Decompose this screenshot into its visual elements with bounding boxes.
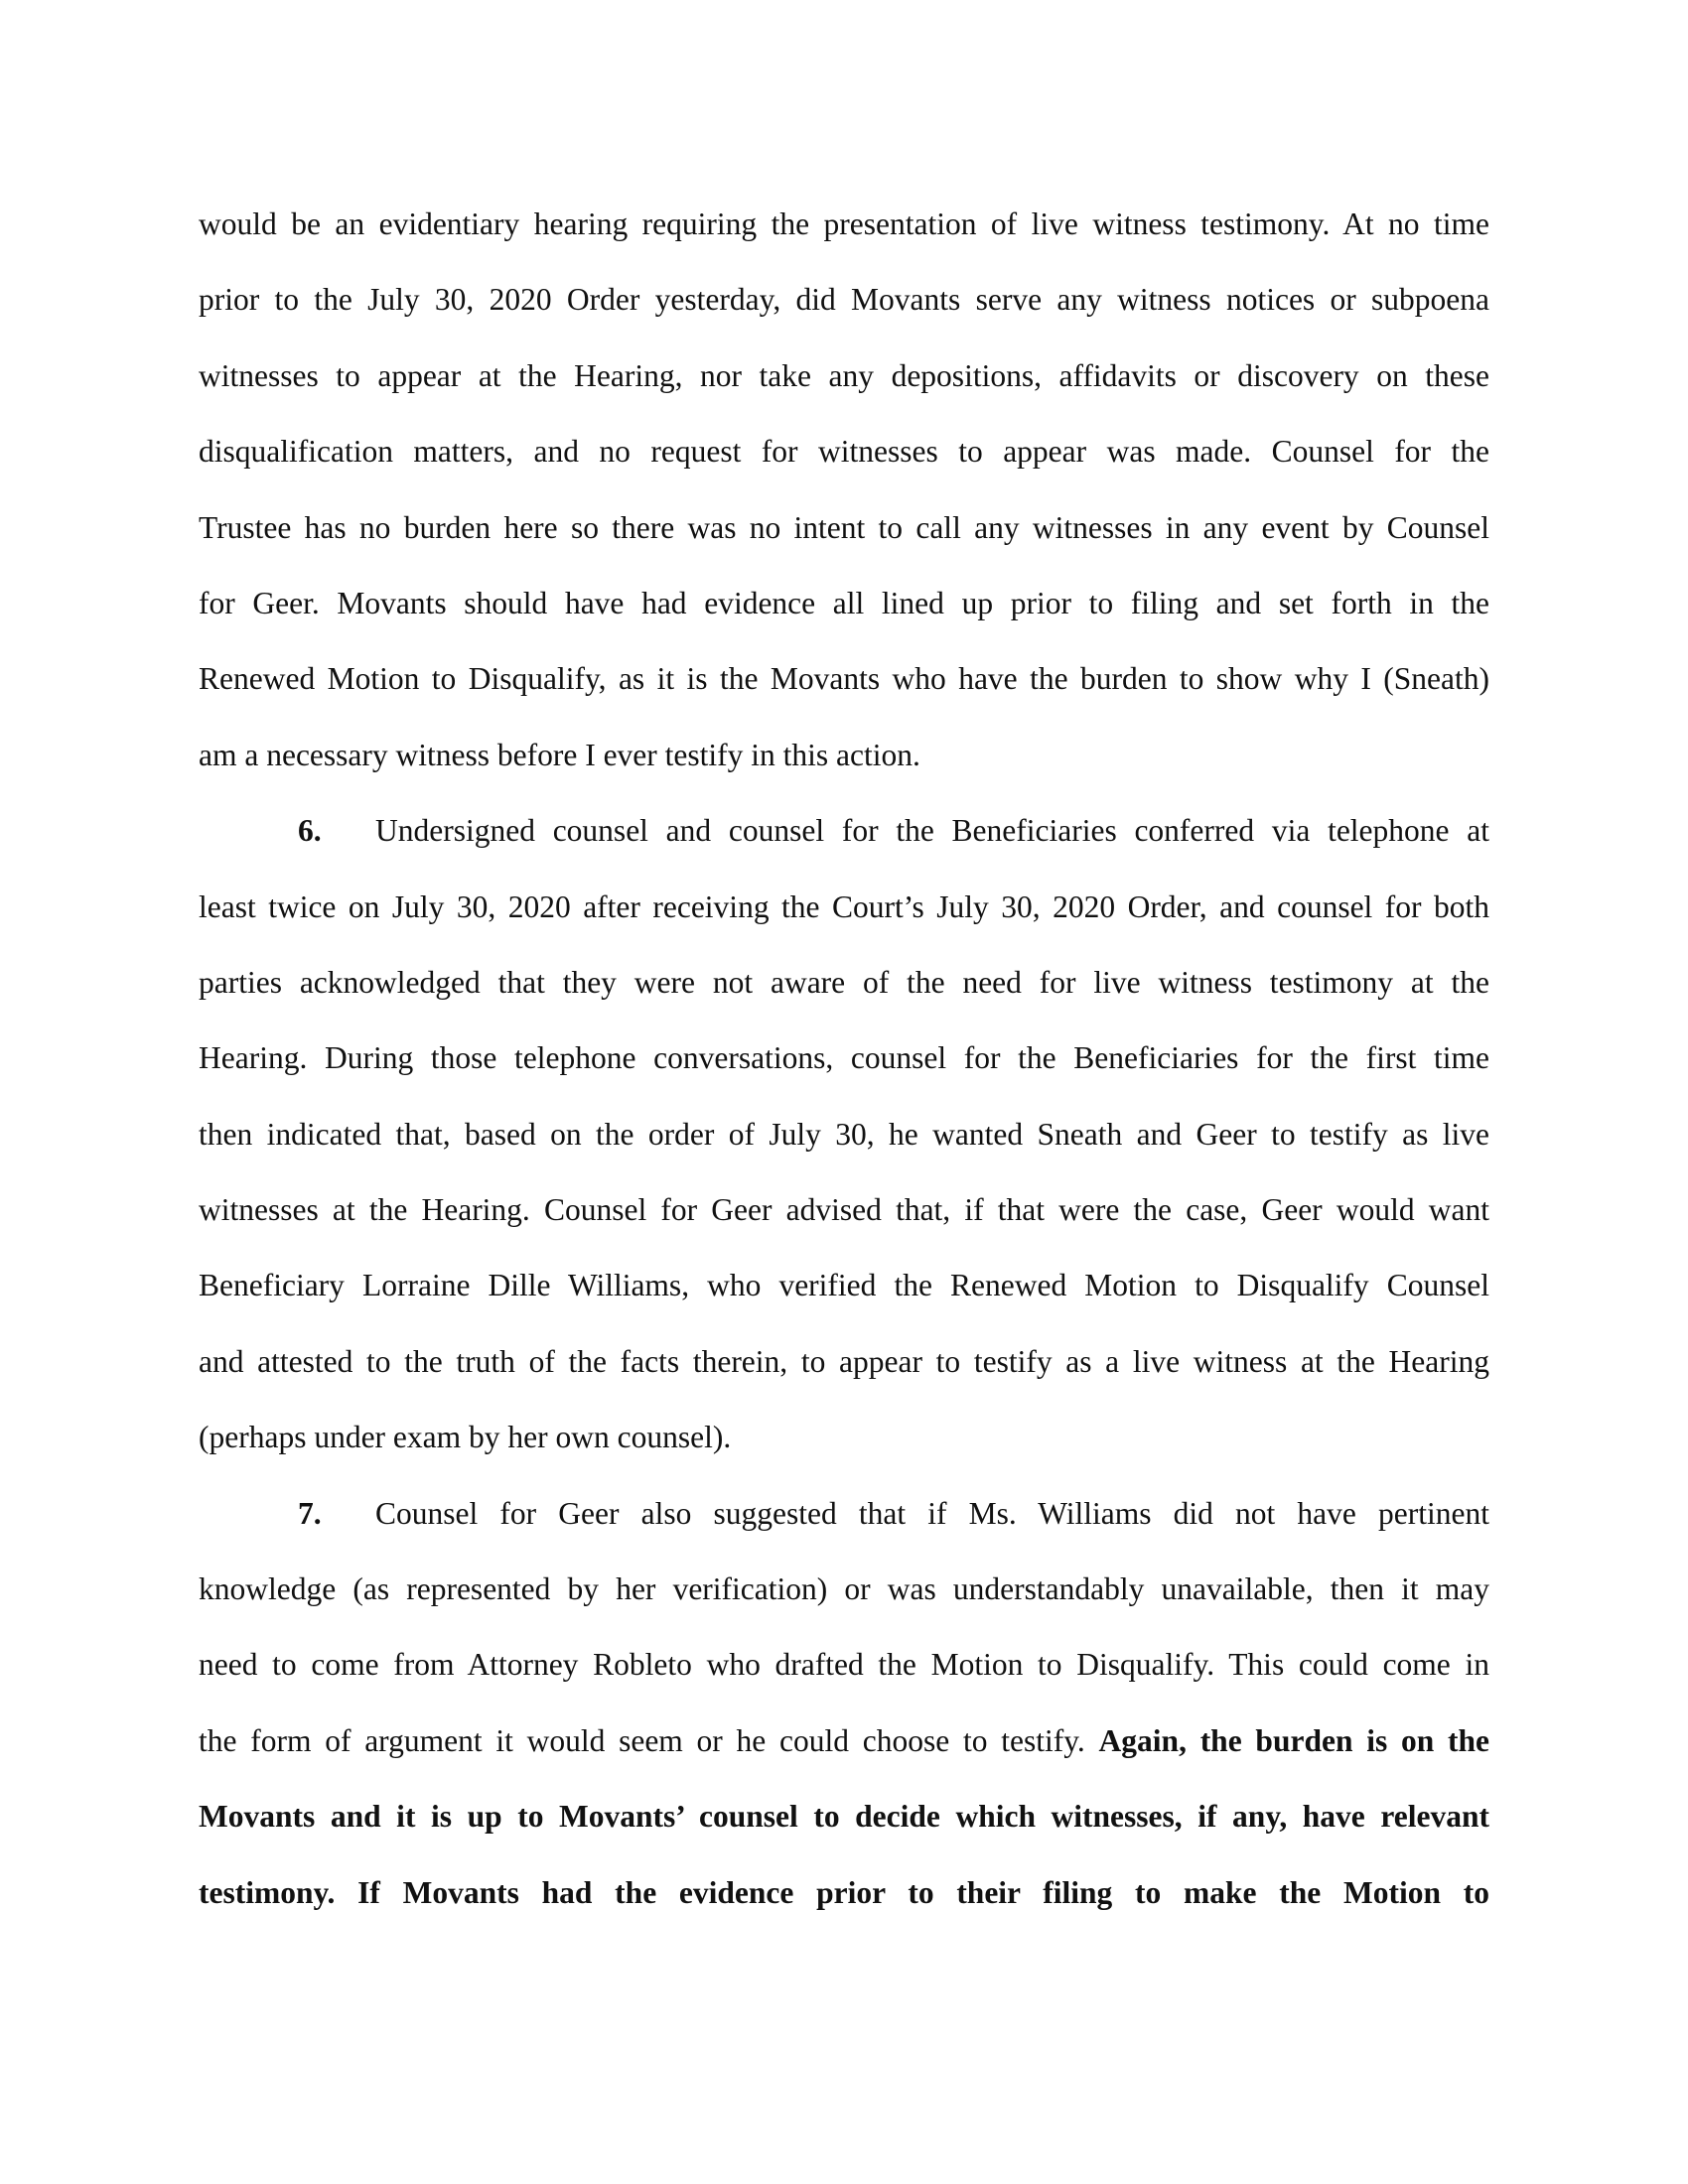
text-line: for Geer. Movants should have had evidence all lined up prior to filing and set forth in the [199,585,1489,620]
bold-text-line: Movants and it is up to Movants’ counsel to decide which witnesses, if any, have relevant [199,1799,1489,1835]
text-line: am a necessary witness before I ever testify in this action. [199,737,920,772]
text-line: witnesses at the Hearing. Counsel for Geer advised that, if that were the case, Geer would want [199,1192,1489,1228]
paragraph-number: 6. [298,813,322,849]
text-line: knowledge (as represented by her verification) or was understandably unavailable, then it may [199,1571,1489,1607]
bold-text: Again, the burden is on the [1098,1722,1489,1758]
text-line: parties acknowledged that they were not aware of the need for live witness testimony at the [199,964,1489,1000]
text-line: then indicated that, based on the order of July 30, he wanted Sneath and Geer to testify as live [199,1116,1489,1152]
text-line: disqualification matters, and no request for witnesses to appear was made. Counsel for the [199,434,1489,470]
body-text [199,187,1489,1931]
paragraph-text: Counsel for Geer also suggested that if Ms. Williams did not have pertinent [375,1495,1489,1531]
paragraph-text: Undersigned counsel and counsel for the Beneficiaries conferred via telephone at [375,813,1489,849]
mixed-text-line [199,1704,1489,1779]
text-line: Renewed Motion to Disqualify, as it is the Movants who have the burden to show why I (Sneath) [199,661,1489,697]
text-line: Beneficiary Lorraine Dille Williams, who verified the Renewed Motion to Disqualify Counsel [199,1268,1489,1303]
text-line: witnesses to appear at the Hearing, nor take any depositions, affidavits or discovery on these [199,357,1489,393]
plain-text: the form of argument it would seem or he could choose to testify. [199,1722,1099,1758]
text-line: would be an evidentiary hearing requiring the presentation of live witness testimony. At no time [199,206,1489,241]
text-line: need to come from Attorney Robleto who drafted the Motion to Disqualify. This could come in [199,1647,1489,1683]
text-line: least twice on July 30, 2020 after receiving the Court’s July 30, 2020 Order, and counsel for both [199,888,1489,924]
text-line: Trustee has no burden here so there was no intent to call any witnesses in any event by Counsel [199,509,1489,545]
text-line: prior to the July 30, 2020 Order yesterday, did Movants serve any witness notices or subpoena [199,282,1489,318]
text-line: and attested to the truth of the facts therein, to appear to testify as a live witness at the Hearing [199,1343,1489,1379]
paragraph-7-first-line [199,1476,1489,1552]
text-line: (perhaps under exam by her own counsel). [199,1420,732,1455]
text-line: Hearing. During those telephone conversations, counsel for the Beneficiaries for the first time [199,1040,1489,1076]
paragraph-number: 7. [298,1495,322,1531]
bold-text-line: testimony. If Movants had the evidence prior to their filing to make the Motion to [199,1874,1489,1910]
paragraph-6-first-line [199,793,1489,869]
